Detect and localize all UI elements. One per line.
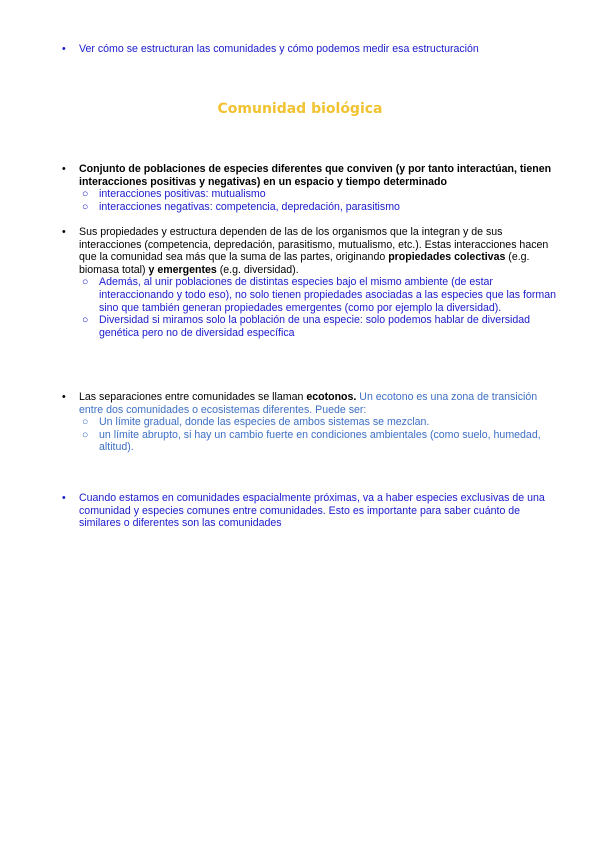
page-title: Comunidad biológica (217, 101, 383, 117)
list-item (62, 314, 560, 339)
definition-sub-negative: interacciones negativas: competencia, depredación, parasitismo (99, 200, 400, 213)
circle-bullet-icon: ○ (82, 276, 89, 289)
bullet-icon: • (62, 226, 66, 238)
list-item (62, 163, 560, 188)
bullet-icon: • (62, 43, 66, 55)
circle-bullet-icon: ○ (82, 428, 89, 441)
properties-text-part2: (e.g. biomasa total) (79, 251, 530, 276)
intro-text: Ver cómo se estructuran las comunidades y cómo podemos medir esa estructuración (79, 43, 479, 55)
properties-text-part3: (e.g. diversidad). (216, 263, 299, 276)
list-item (62, 276, 560, 314)
nearby-text: Cuando estamos en comunidades espacialmente próximas, va a haber especies exclusivas de una comunidad y especies comunes entre comunidades. Esto es importante para saber cuánto de similares o diferentes son las comunidades (79, 492, 545, 530)
list-item (62, 226, 560, 276)
nearby-block (62, 492, 560, 530)
bullet-icon: • (62, 391, 66, 403)
list-item (62, 201, 560, 214)
intro-block (62, 43, 560, 56)
properties-text (79, 226, 548, 276)
properties-emergent: y emergentes (148, 263, 217, 276)
properties-sub-1: Además, al unir poblaciones de distintas especies bajo el mismo ambiente (de estar interaccionando y todo eso), no solo tienen propiedades asociadas a las especies que las forman sino que también generan propiedades emergentes (como por ejemplo la diversidad). (99, 276, 557, 314)
list-item (62, 429, 560, 454)
ecotone-text-part1: Las separaciones entre comunidades se llaman (79, 391, 307, 403)
circle-bullet-icon: ○ (82, 188, 89, 201)
properties-text-part1: Sus propiedades y estructura dependen de las de los organismos que la integran y de sus interacciones (competencia, depredación, parasitismo, mutualismo, etc.). Estas interacciones hacen que la comunidad sea más que la suma de las partes, originando (79, 226, 549, 264)
ecotone-term: ecotonos. (306, 391, 357, 403)
list-item (62, 391, 560, 416)
ecotone-text-part2: Un ecotono es una zona de transición entre dos comunidades o ecosistemas diferentes. Puede ser: (79, 391, 538, 416)
ecotone-block (62, 391, 560, 454)
ecotone-sub-gradual: Un límite gradual, donde las especies de ambos sistemas se mezclan. (99, 416, 430, 429)
list-item (62, 188, 560, 201)
definition-sub-positive: interacciones positivas: mutualismo (99, 188, 266, 201)
circle-bullet-icon: ○ (82, 200, 89, 213)
circle-bullet-icon: ○ (82, 314, 89, 327)
properties-sub-2: Diversidad si miramos solo la población de una especie: solo podemos hablar de diversidad genética pero no de diversidad específica (99, 314, 531, 339)
list-item (62, 416, 560, 429)
ecotone-text (79, 391, 537, 416)
list-item (62, 43, 560, 56)
bullet-icon: • (62, 163, 66, 175)
list-item (62, 492, 560, 530)
properties-collective: propiedades colectivas (388, 251, 506, 264)
definition-text: Conjunto de poblaciones de especies diferentes que conviven (y por tanto interactúan, tienen interacciones positivas y negativas) en un espacio y tiempo determinado (79, 163, 552, 188)
properties-block (62, 226, 560, 339)
definition-block (62, 163, 560, 213)
circle-bullet-icon: ○ (82, 416, 89, 429)
ecotone-sub-abrupt: un límite abrupto, si hay un cambio fuerte en condiciones ambientales (como suelo, humedad, altitud). (99, 428, 541, 454)
bullet-icon: • (62, 492, 66, 504)
